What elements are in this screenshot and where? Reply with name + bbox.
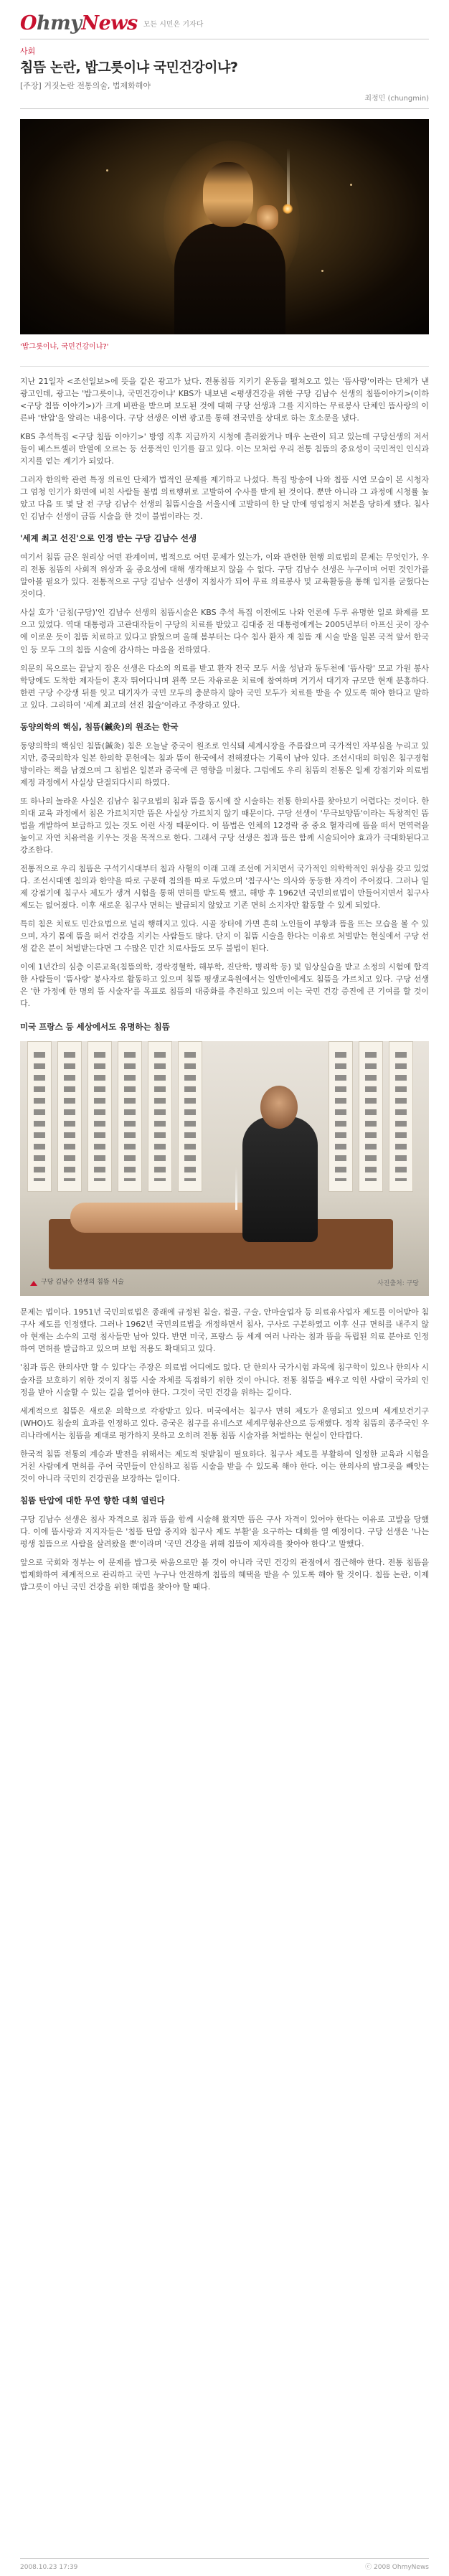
hero-figure-hand xyxy=(257,205,278,230)
section-heading: 동양의학의 핵심, 침뜸(鍼灸)의 원조는 한국 xyxy=(20,721,179,732)
byline-row xyxy=(20,93,429,110)
paragraph: 문제는 법이다. 1951년 국민의료법은 종래에 규정된 침술, 접골, 구술, 안마술업자 등 의료유사업자 제도를 이어받아 침구사 제도를 인정했다. 그러나 1962년 국민의료법을 개정하면서 침사, 구사로 구분하였고 이후 신규 면허를 내주지 않아 현재는 소수의 고령 침사들만 남아 있다. 반면 미국, 프랑스 등 세계 여러 나라는 침과 뜸을 독립된 의료 분야로 인정하여 면허를 발급하고 있으며 보험 적용도 확대되고 있다. xyxy=(20,1307,429,1354)
calligraphy-scroll xyxy=(118,1041,142,1192)
caption-triangle-icon xyxy=(30,1281,37,1286)
paragraph: 이에 1년간의 심층 이론교육(침뜸의학, 경락경혈학, 해부학, 진단학, 병리학 등) 및 임상실습을 받고 소정의 시험에 합격한 사람들이 '뜸사랑' 봉사자로 활동하고 있으며 침뜸 평생교육원에서는 일반인에게도 침뜸을 가르치고 있다. 구당 선생은 '한 가정에 한 명의 뜸 시술자'를 목표로 침뜸의 대중화를 추진하고 있으며 이는 국민 건강 증진에 큰 기여를 할 것이다. xyxy=(20,962,429,1009)
paragraph: 의문의 목으로는 끝날지 잡은 선생은 다소의 의료를 받고 환자 전국 모두 서울 성남과 동두천에 '뜸사랑' 모교 가원 봉사 학당에도 도착한 제자들이 혼자 뛰어다니며 왼쪽 모든 자유로운 치료에 참여하며 거기서 대기자 규모만 현재 분홍하다. 한편 구당 수강생 뒤를 잇고 대기자가 국민 모두의 충분하지 않아 국민 모두가 치료를 받을 수 있도록 해야 한다고 말하고 있다. 그리하여 '세계 최고의 선진 침술'이라고 주장하고 있다. xyxy=(20,663,429,710)
article-body xyxy=(20,375,429,1593)
byline[interactable]: 최정민 (chungmin) xyxy=(364,94,429,103)
paragraph: '침과 뜸은 한의사만 할 수 있다'는 주장은 의료법 어디에도 없다. 단 한의사 국가시험 과목에 침구학이 있으나 한의사 시술자를 보호하기 위한 것이지 침뜸 시술 자체를 독점하기 위한 것이 아니다. 전통 침뜸을 배우고 익힌 사람이 국가의 인정을 받아 시술할 수 있는 길을 열어야 한다. 그것이 국민 건강을 위하는 길이다. xyxy=(20,1363,429,1397)
photo-credit: 사진출처: 구당 xyxy=(377,1280,419,1288)
article-subtitle: [주장] 거짓논란 전통의술, 법제화해야 xyxy=(20,80,151,90)
logo-rest: hmy xyxy=(37,12,82,34)
calligraphy-scroll xyxy=(329,1041,353,1192)
publish-date: 2008.10.23 17:39 xyxy=(20,2564,78,2571)
calligraphy-scroll xyxy=(359,1041,383,1192)
article-title: 침뜸 논란, 밥그릇이냐 국민건강이냐? xyxy=(20,60,238,76)
paragraph: 지난 21일자 <조선일보>에 뜻을 같은 광고가 났다. 전통침뜸 지키기 운동을 펼쳐오고 있는 '뜸사랑'이라는 단체가 낸 광고인데, 광고는 '밥그릇이냐, 국민건강이냐' KBS가 내보낸 <평생건강을 위한 구당 김남수 선생의 침뜸이야기>(이하 <구당 침뜸 이야기>)가 크게 비판을 받으며 보도된 것에 대해 구당 선생과 그를 지지하는 무료봉사 단체인 뜸사랑의 이른바 '탄압'을 알리는 내용이다. 구당 선생은 이번 광고를 통해 전국민을 상대로 하는 호소문을 냈다. xyxy=(20,376,429,423)
calligraphy-scroll xyxy=(57,1041,82,1192)
hero-photo xyxy=(20,119,429,334)
doctor-figure xyxy=(242,1117,318,1242)
paragraph: 여기서 침뜸 금은 원리상 어떤 관계이며, 법적으로 어떤 문제가 있는가, 이와 관련한 현행 의료법의 문제는 무엇인가, 우리 전통 침뜸의 사회적 위상과 올 중요성에 대해 생각해보지 않을 수 없다. 구당 김남수 선생은 누구이며 어떤 것인가를 알아볼 필요가 있다. 전통적으로 구당 김남수 선생이 지침사가 되어 무료 의료봉사 및 교육활동을 통해 입지를 굳혔다는 것이다. xyxy=(20,553,429,599)
calligraphy-scroll xyxy=(88,1041,112,1192)
hero-figure-body xyxy=(174,223,285,334)
logo-news: News xyxy=(81,12,138,34)
paragraph: 전통적으로 우리 침뜸은 구석기시대부터 침과 사혈의 이래 고래 조선에 거치면서 국가적인 의학학적인 위상을 갖고 있었다. 조선시대엔 침의과 한약을 따로 구분해 침의를 따로 두었으며 '침구사'는 의사와 동등한 자격이 주어졌다. 그러나 일제 강점기에 침구사 제도가 생겨 시험을 통해 면허를 받도록 했고, 해방 후 1962년 국민의료법이 만들어지면서 침구사 제도는 없어졌다. 이후 새로운 침구사 면허는 발급되지 않았고 기존 면허 소지자만 활동할 수 있게 되었다. xyxy=(20,863,429,911)
hero-figure-head xyxy=(203,162,253,227)
hero-bokeh xyxy=(321,270,323,272)
copyright: ⓒ 2008 OhmyNews xyxy=(365,2564,429,2571)
hero-smoke xyxy=(287,148,290,207)
paragraph: 세계적으로 침뜸은 새로운 의학으로 각광받고 있다. 미국에서는 침구사 면허 제도가 운영되고 있으며 세계보건기구(WHO)도 침술의 효과를 인정하고 있다. 중국은 침구를 유네스코 세계무형유산으로 등재했다. 정작 침뜸의 종주국인 우리나라에서는 침뜸을 제대로 평가하지 못하고 오히려 전통 침뜸 시술자를 처벌하는 현실이 안타깝다. xyxy=(20,1406,429,1440)
paragraph: 특히 침은 치료도 민간요법으로 널리 행해지고 있다. 시골 장터에 가면 흔히 노인들이 부항과 뜸을 뜨는 모습을 볼 수 있으며, 자기 몸에 뜸을 떠서 건강을 지키는 사람들도 많다. 단지 이 침뜸 시술을 한다는 이유로 처벌받는 현실에서 구당 선생 같은 분이 처벌받는다면 그 수많은 민간 치료사들도 모두 불법이 된다. xyxy=(20,919,429,954)
moxa-smoke xyxy=(235,1167,237,1210)
section-tag[interactable]: 사회 xyxy=(20,39,429,57)
hero-bokeh xyxy=(106,169,108,171)
paragraph: 구당 김남수 선생은 침사 자격으로 침과 뜸을 함께 시술해 왔지만 뜸은 구사 자격이 있어야 한다는 이유로 고발을 당했다. 이에 뜸사랑과 지지자들은 '침뜸 탄압 중지와 침구사 제도 부활'을 요구하는 대회를 열 예정이다. 구당 선생은 '나는 평생 침뜸으로 사람을 살려왔을 뿐'이라며 '국민 건강을 위해 침뜸이 제자리를 찾아야 한다'고 말했다. xyxy=(20,1514,429,1548)
paragraph: 그러자 한의학 관련 특정 의료인 단체가 법적인 문제를 제기하고 나섰다. 특집 방송에 나와 침뜸 시연 모습이 본 시청자 그 엄청 인기가 화면에 비친 사람들 불법 의료행위로 고발하여 수사를 받게 된 것이다. 뿐만 아니라 그 과정에 시청률 높았고 다음 또 몇 달 전 구당 김남수 선생의 침뜸시술을 서울시에 고발하여 한 달 만에 영업정지 처분을 당하게 됐다. 침사인 김남수 선생이 금뜸 시술을 한 것이 불법이라는 것. xyxy=(20,475,429,522)
doctor-head xyxy=(260,1086,298,1129)
paragraph: 한국적 침뜸 전통의 계승과 발전을 위해서는 제도적 뒷받침이 필요하다. 침구사 제도를 부활하여 일정한 교육과 시험을 거친 사람에게 면허를 주어 국민들이 안심하고 침뜸 시술을 받을 수 있도록 해야 한다. 이는 한의사의 밥그릇을 빼앗는 것이 아니라 국민의 건강권을 보장하는 일이다. xyxy=(20,1449,429,1483)
paragraph: 앞으로 국회와 정부는 이 문제를 밥그릇 싸움으로만 볼 것이 아니라 국민 건강의 관점에서 접근해야 한다. 전통 침뜸을 법제화하여 체계적으로 관리하고 국민 누구나 안전하게 침뜸의 혜택을 받을 수 있도록 해야 할 것이다. 침뜸 논란, 이제 밥그릇이 아닌 국민 건강을 위한 해법을 찾아야 할 때다. xyxy=(20,1557,429,1592)
paragraph: 동양의학의 핵심인 침뜸(鍼灸) 침은 오늘날 중국이 원조로 인식돼 세계시장을 주름잡으며 국가적인 자부심을 누리고 있지만, 중국의학자 일본 한의학 문헌에는 침과 뜸이 한국에서 전해졌다는 기록이 남아 있다. 조선시대의 허임은 침구경험방이라는 책을 남겼으며 그 침법은 일본과 중국에 큰 영향을 미쳤다. 그럼에도 우리 침뜸의 전통은 일제 강점기와 의료법 제정 과정에서 사실상 단절되다시피 하였다. xyxy=(20,741,429,787)
calligraphy-scroll xyxy=(148,1041,172,1192)
paragraph: 사실 호가 '금침(구당)'인 김남수 선생의 침뜸시술은 KBS 추석 특집 이전에도 나와 언론에 두루 유명한 일로 화제를 모으고 있었다. 역대 대통령과 고관대작들이 구당의 치료를 받았고 김대중 전 대통령에게는 2005년부터 아프신 곳이 장수에 이로운 듯이 침뜸 치료하고 있다고 밝혔으며 올해 봄부터는 다수 침사 환자 재 침뜸 재 시술 받을 일본 국적 앞서 한국인 등 모두 그의 침뜸 시술에 감사하는 마음을 전하였다. xyxy=(20,608,429,654)
tagline: 모든 시민은 기자다 xyxy=(143,20,204,29)
paragraph: 또 하나의 놀라운 사실은 김남수 침구요법의 침과 뜸을 동시에 잘 시술하는 전통 한의사를 찾아보기 어렵다는 것이다. 한의대 교육 과정에서 침은 가르치지만 뜸은 사실상 가르치지 않기 때문이다. 구당 선생이 '무극보양뜸'이라는 독창적인 뜸법을 개발하여 보급하고 있는 것도 이런 사정 때문이다. 이 뜸법은 인체의 12경락 중 중요 혈자리에 뜸을 떠서 면역력을 높이고 자연 치유력을 키우는 것을 목적으로 한다. 그래서 구당 선생은 침과 뜸은 함께 시술되어야 효과가 극대화된다고 강조한다. xyxy=(20,796,429,855)
ohmynews-logo[interactable] xyxy=(20,14,138,33)
paragraph: KBS 추석특집 <구당 침뜸 이야기>' 방영 직후 지금까지 시청에 흘러왔거나 매우 논란이 되고 있는데 구당선생의 저서들이 베스트셀러 반열에 오르는 등 선풍적인 인기를 끌고 있다. 이는 모처럼 우리 전통 침뜸의 중요성이 국민적인 인식과 지지를 얻는 계기가 되었다. xyxy=(20,432,429,466)
divider xyxy=(20,366,429,367)
section-heading: 침뜸 탄압에 대한 무연 향한 대회 열린다 xyxy=(20,1495,165,1505)
photo-caption-text: 구당 김남수 선생의 침뜸 시술 xyxy=(41,1279,124,1287)
spacer xyxy=(20,1296,429,1306)
calligraphy-scroll xyxy=(389,1041,413,1192)
calligraphy-scroll xyxy=(27,1041,52,1192)
photo-caption xyxy=(30,1278,124,1288)
section-heading: '세계 최고 선진'으로 인정 받는 구당 김남수 선생 xyxy=(20,533,197,544)
logo-o: O xyxy=(20,12,37,34)
page-footer xyxy=(20,2558,429,2573)
treatment-photo xyxy=(20,1041,429,1296)
calligraphy-scroll xyxy=(178,1041,202,1192)
hero-bokeh xyxy=(350,184,352,186)
section-heading: 미국 프랑스 등 세상에서도 유명하는 침뜸 xyxy=(20,1022,170,1033)
hero-caption: '밥그릇이냐, 국민건강이냐?' xyxy=(20,343,109,352)
masthead xyxy=(20,0,429,39)
